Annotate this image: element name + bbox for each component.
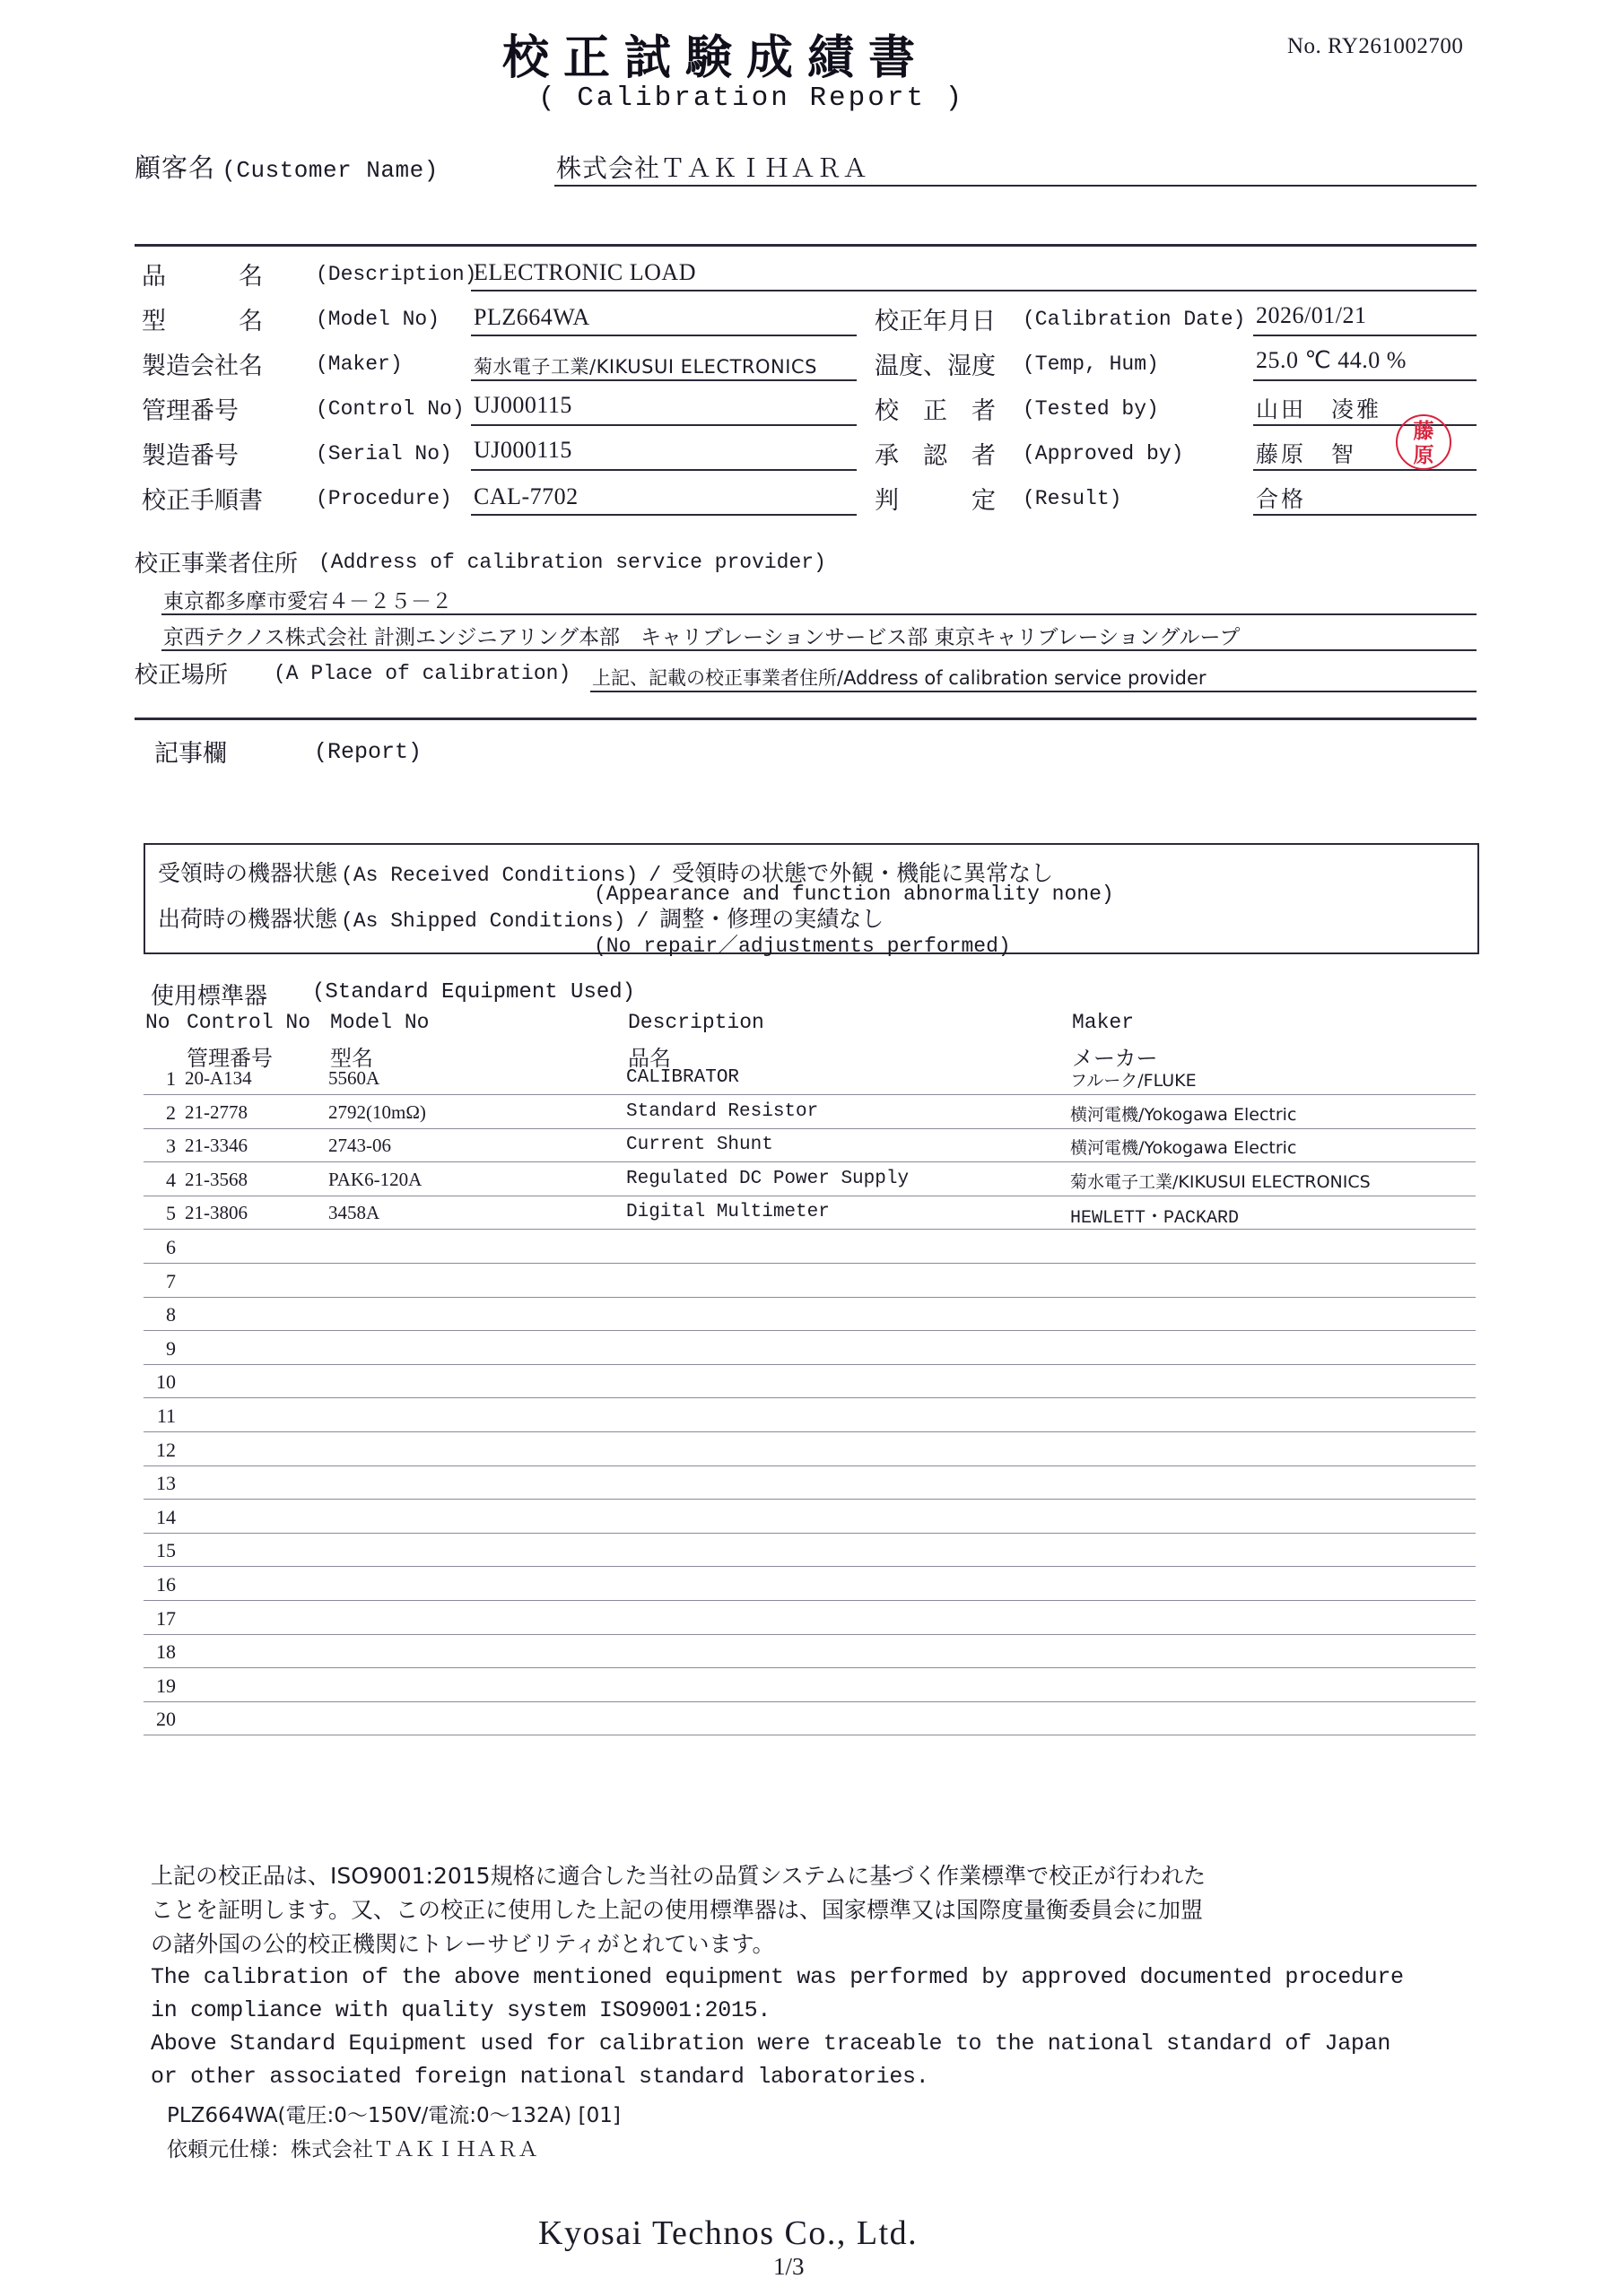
customer-underline <box>554 185 1477 187</box>
equipment-title-jp: 使用標準器 <box>151 983 268 1010</box>
customer-name-value: 株式会社ＴＡＫＩＨＡＲＡ <box>556 153 869 183</box>
equipment-cell-maker: HEWLETT・PACKARD <box>1070 1208 1240 1230</box>
equipment-row-divider <box>144 1701 1476 1702</box>
equipment-row-divider <box>144 1397 1476 1398</box>
equipment-cell-control: 21-3568 <box>185 1168 248 1190</box>
address-label-en: (Address of calibration service provider) <box>318 551 826 574</box>
field-label-en-model: (Model No) <box>316 308 440 331</box>
equipment-row-divider <box>144 1566 1476 1567</box>
customer-label-en: (Customer Name) <box>222 157 439 184</box>
equipment-row-divider <box>144 1667 1476 1668</box>
customer-label-jp: 顧客名 <box>135 152 216 183</box>
underline-temphum <box>1253 379 1477 381</box>
statement-en-line-3: Above Standard Equipment used for calibration were traceable to the national standard of Japan <box>151 2031 1391 2057</box>
equipment-cell-no: 2 <box>166 1100 176 1124</box>
address-line-1: 東京都多摩市愛宕４－２５－２ <box>163 590 452 613</box>
as-received-value-en: (Appearance and function abnormality none) <box>594 883 1114 906</box>
field-value-control: UJ000115 <box>474 392 572 418</box>
statement-jp-line-3: の諸外国の公的校正機関にトレーサビリティがとれています。 <box>151 1931 775 1957</box>
conditions-box <box>144 843 1479 958</box>
equipment-cell-no: 10 <box>156 1370 176 1394</box>
underline-maker <box>471 379 857 381</box>
equipment-row-divider <box>144 1634 1476 1635</box>
report-section-divider <box>135 718 1477 720</box>
page-subtitle: ( Calibration Report ) <box>538 83 965 114</box>
equipment-header-description-jp: 品名 <box>628 1046 671 1071</box>
address-label-jp: 校正事業者住所 <box>135 551 299 578</box>
field-label-en-testedby: (Tested by) <box>1023 397 1159 421</box>
equipment-cell-control: 21-2778 <box>185 1100 248 1123</box>
field-label-jp-approvedby: 承 認 者 <box>875 442 996 470</box>
field-label-jp-serial: 製造番号 <box>142 442 239 470</box>
equipment-title-en: (Standard Equipment Used) <box>312 980 636 1004</box>
equipment-row-divider <box>144 1600 1476 1601</box>
address-line-2-underline <box>161 649 1477 651</box>
field-value-approvedby: 藤原 智 <box>1256 441 1357 467</box>
field-value-result: 合格 <box>1256 486 1307 512</box>
equipment-row-divider <box>144 1533 1476 1534</box>
statement-en-line-2: in compliance with quality system ISO9001:2015. <box>151 1997 771 2023</box>
equipment-cell-no: 16 <box>156 1573 176 1596</box>
field-label-jp-testedby: 校 正 者 <box>875 397 996 425</box>
place-label-en: (A Place of calibration) <box>274 662 571 685</box>
field-label-jp-caldate: 校正年月日 <box>875 308 996 335</box>
field-label-en-maker: (Maker) <box>316 352 403 376</box>
report-label-jp: 記事欄 <box>154 740 227 768</box>
equipment-row-divider <box>144 1330 1476 1331</box>
equipment-cell-no: 4 <box>166 1168 176 1191</box>
equipment-row-divider <box>144 1128 1476 1129</box>
underline-serial <box>471 469 857 471</box>
equipment-cell-control: 20-A134 <box>185 1067 252 1089</box>
customer-label <box>135 148 439 185</box>
field-value-model: PLZ664WA <box>474 304 590 330</box>
underline-description <box>471 290 1477 291</box>
place-value: 上記、記載の校正事業者住所/Address of calibration service provider <box>592 667 1207 689</box>
equipment-cell-description: CALIBRATOR <box>626 1067 740 1088</box>
page-title: 校正試験成績書 <box>502 31 930 85</box>
field-label-jp-model: 型 名 <box>142 308 263 335</box>
as-shipped-label-en: (As Shipped Conditions) <box>341 909 626 933</box>
report-number: No. RY261002700 <box>1287 34 1464 58</box>
as-received-value-jp: 受領時の状態で外観・機能に異常なし <box>672 860 1054 886</box>
underline-model <box>471 335 857 336</box>
field-label-en-description: (Description) <box>316 263 477 286</box>
equipment-cell-maker: 横河電機/Yokogawa Electric <box>1070 1104 1297 1125</box>
underline-caldate <box>1253 335 1477 336</box>
approval-seal-stamp <box>1396 414 1451 470</box>
as-received-separator: / <box>649 864 662 887</box>
equipment-cell-no: 6 <box>166 1236 176 1258</box>
equipment-cell-no: 12 <box>156 1438 176 1461</box>
field-value-caldate: 2026/01/21 <box>1256 302 1367 328</box>
seal-char-bottom: 原 <box>1413 444 1434 467</box>
footer-page-number: 1/3 <box>773 2253 805 2280</box>
seal-char-top: 藤 <box>1413 420 1434 443</box>
equipment-cell-description: Standard Resistor <box>626 1100 819 1122</box>
equipment-header-control: Control No <box>187 1011 311 1034</box>
equipment-cell-description: Regulated DC Power Supply <box>626 1168 910 1189</box>
as-received-label-jp: 受領時の機器状態 <box>158 860 338 886</box>
equipment-row-divider <box>144 1263 1476 1264</box>
equipment-row-divider <box>144 1161 1476 1162</box>
field-value-testedby: 山田 凌雅 <box>1256 396 1382 422</box>
equipment-header-maker: Maker <box>1072 1011 1135 1034</box>
field-value-description: ELECTRONIC LOAD <box>474 259 696 285</box>
equipment-cell-no: 13 <box>156 1472 176 1495</box>
equipment-cell-no: 20 <box>156 1708 176 1731</box>
as-shipped-value-en: (No repair／adjustments performed) <box>594 935 1011 958</box>
field-label-en-caldate: (Calibration Date) <box>1023 308 1246 331</box>
equipment-cell-model: 5560A <box>328 1067 380 1089</box>
equipment-cell-no: 11 <box>156 1405 176 1427</box>
statement-jp-line-2: ことを証明します。又、この校正に使用した上記の使用標準器は、国家標準又は国際度量衡委員会に加盟 <box>151 1897 1204 1923</box>
underline-procedure <box>471 514 857 516</box>
equipment-cell-no: 17 <box>156 1606 176 1630</box>
field-label-en-procedure: (Procedure) <box>316 487 452 510</box>
statement-jp-line-1: 上記の校正品は、ISO9001:2015規格に適合した当社の品質システムに基づく作業標準で校正が行われた <box>151 1863 1207 1889</box>
equipment-header-control-jp: 管理番号 <box>187 1046 273 1071</box>
equipment-cell-control: 21-3346 <box>185 1135 248 1157</box>
equipment-cell-model: 3458A <box>328 1202 380 1224</box>
equipment-cell-no: 3 <box>166 1135 176 1158</box>
field-label-jp-result: 判 定 <box>875 487 996 515</box>
equipment-cell-description: Digital Multimeter <box>626 1202 830 1223</box>
equipment-cell-description: Current Shunt <box>626 1135 773 1156</box>
equipment-cell-no: 1 <box>166 1067 176 1090</box>
equipment-cell-model: PAK6-120A <box>328 1168 423 1190</box>
field-label-en-control: (Control No) <box>316 397 465 421</box>
field-label-jp-temphum: 温度、湿度 <box>875 352 996 380</box>
underline-control <box>471 424 857 426</box>
statement-requester-line: 依頼元仕様：株式会社ＴＡＫＩＨＡＲＡ <box>167 2138 538 2161</box>
equipment-cell-model: 2792(10mΩ) <box>328 1100 426 1123</box>
equipment-cell-no: 15 <box>156 1539 176 1562</box>
as-shipped-value-jp: 調整・修理の実績なし <box>659 906 884 932</box>
field-value-procedure: CAL-7702 <box>474 483 579 509</box>
as-shipped-separator: / <box>636 909 649 933</box>
equipment-header-no: No <box>145 1011 170 1034</box>
equipment-row-divider <box>144 1094 1476 1095</box>
as-shipped-label-jp: 出荷時の機器状態 <box>158 906 338 932</box>
equipment-cell-maker: フルーク/FLUKE <box>1070 1071 1197 1091</box>
field-value-maker: 菊水電子工業/KIKUSUI ELECTRONICS <box>474 356 817 378</box>
equipment-cell-control: 21-3806 <box>185 1202 248 1224</box>
field-label-en-result: (Result) <box>1023 487 1122 510</box>
equipment-cell-no: 9 <box>166 1336 176 1360</box>
equipment-cell-no: 7 <box>166 1269 176 1292</box>
equipment-header-model-jp: 型名 <box>330 1046 373 1071</box>
field-label-jp-procedure: 校正手順書 <box>142 487 263 515</box>
equipment-cell-model: 2743-06 <box>328 1135 391 1157</box>
statement-en-line-1: The calibration of the above mentioned equipment was performed by approved documented procedure <box>151 1964 1404 1990</box>
statement-en-line-4: or other associated foreign national standard laboratories. <box>151 2064 929 2090</box>
field-label-en-approvedby: (Approved by) <box>1023 442 1184 465</box>
field-label-en-temphum: (Temp, Hum) <box>1023 352 1159 376</box>
equipment-cell-maker: 横河電機/Yokogawa Electric <box>1070 1138 1297 1159</box>
field-label-jp-control: 管理番号 <box>142 397 239 425</box>
field-label-jp-maker: 製造会社名 <box>142 352 263 380</box>
equipment-row-divider <box>144 1465 1476 1466</box>
address-line-1-underline <box>161 613 1477 615</box>
statement-spec-line: PLZ664WA(電圧:0～150V/電流:0～132A) [01] <box>167 2104 621 2127</box>
equipment-row-divider <box>144 1364 1476 1365</box>
equipment-cell-no: 19 <box>156 1674 176 1697</box>
place-underline <box>590 691 1477 692</box>
equipment-row-divider <box>144 1229 1476 1230</box>
underline-approvedby <box>1253 469 1477 471</box>
report-label-en: (Report) <box>314 739 423 765</box>
equipment-cell-no: 18 <box>156 1640 176 1664</box>
place-label-jp: 校正場所 <box>135 662 229 689</box>
equipment-row-divider <box>144 1499 1476 1500</box>
field-value-serial: UJ000115 <box>474 437 572 463</box>
equipment-cell-maker: 菊水電子工業/KIKUSUI ELECTRONICS <box>1070 1171 1371 1192</box>
equipment-header-description: Description <box>628 1011 764 1034</box>
info-top-divider <box>135 244 1477 247</box>
equipment-row-divider <box>144 1431 1476 1432</box>
equipment-cell-no: 5 <box>166 1202 176 1225</box>
equipment-header-maker-jp: メーカー <box>1072 1046 1158 1071</box>
field-value-temphum: 25.0 ℃ 44.0 % <box>1256 347 1407 373</box>
field-label-en-serial: (Serial No) <box>316 442 452 465</box>
footer-company-name: Kyosai Technos Co., Ltd. <box>538 2214 919 2252</box>
underline-result <box>1253 514 1477 516</box>
field-label-jp-description: 品 名 <box>142 263 263 291</box>
as-received-label-en: (As Received Conditions) <box>341 864 639 887</box>
equipment-row-divider <box>144 1297 1476 1298</box>
equipment-cell-no: 14 <box>156 1505 176 1528</box>
address-line-2: 京西テクノス株式会社 計測エンジニアリング本部 キャリブレーションサービス部 東京キャリブレーショングループ <box>163 626 1241 649</box>
equipment-cell-no: 8 <box>166 1303 176 1326</box>
equipment-header-model: Model No <box>330 1011 430 1034</box>
